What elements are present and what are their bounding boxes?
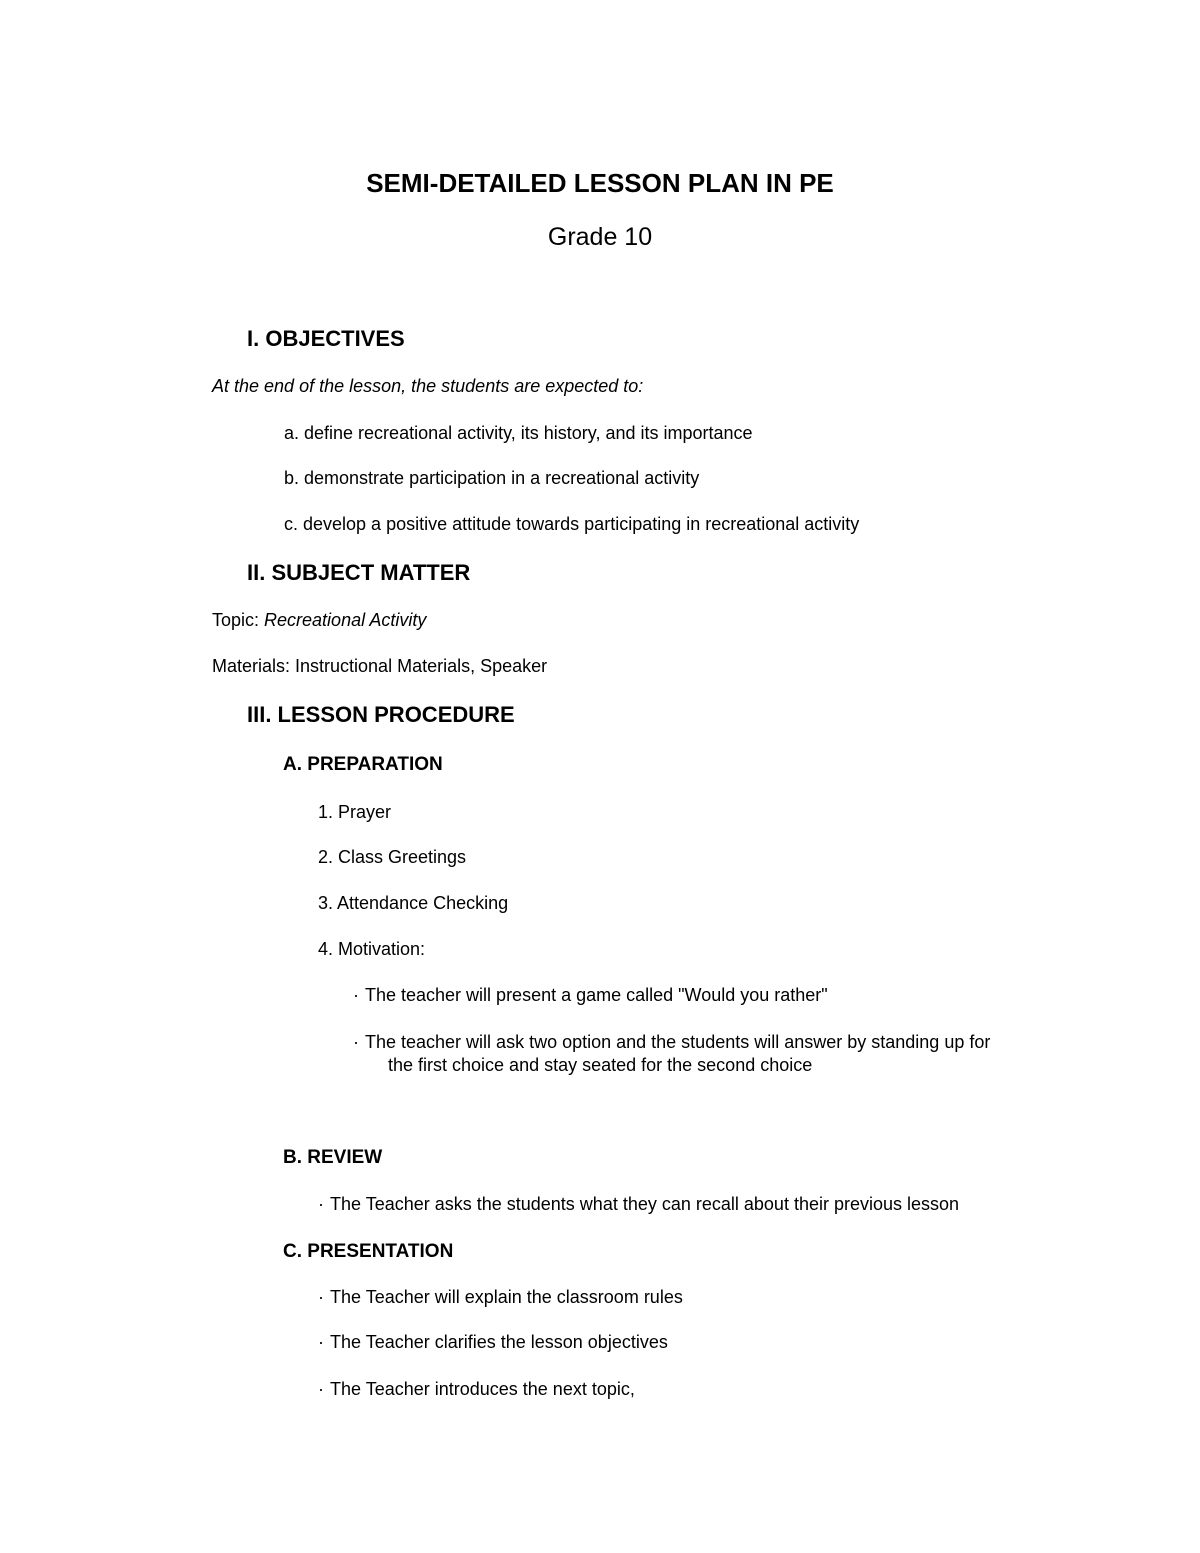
motivation-bullet: · The teacher will ask two option and the students will answer by standing up for [353,1032,991,1052]
objective-item: c. develop a positive attitude towards participating in recreational activity [284,514,860,534]
bullet-icon: · [318,1287,324,1307]
bullet-icon: · [318,1332,324,1352]
subject-matter-heading: II. SUBJECT MATTER [247,560,471,585]
preparation-item: 3. Attendance Checking [318,893,509,913]
preparation-item: 4. Motivation: [318,939,426,959]
objective-item: b. demonstrate participation in a recreational activity [284,468,700,488]
document-title: SEMI-DETAILED LESSON PLAN IN PE [366,168,834,198]
presentation-bullet: · The Teacher will explain the classroom rules [318,1287,683,1307]
preparation-item: 1. Prayer [318,802,392,822]
motivation-bullet-continuation: the first choice and stay seated for the second choice [388,1055,813,1075]
objectives-intro: At the end of the lesson, the students are expected to: [212,376,644,396]
review-bullet: · The Teacher asks the students what they can recall about their previous lesson [318,1194,960,1214]
review-heading: B. REVIEW [283,1147,383,1168]
procedure-heading: III. LESSON PROCEDURE [247,702,515,727]
presentation-bullet: · The Teacher clarifies the lesson objectives [318,1332,668,1352]
topic-line [212,611,426,629]
bullet-icon: · [318,1379,324,1399]
topic-value: Recreational Activity [264,610,427,630]
motivation-bullet: · The teacher will present a game called "Would you rather" [353,985,828,1005]
objective-item: a. define recreational activity, its history, and its importance [284,423,753,443]
preparation-heading: A. PREPARATION [283,754,443,775]
grade-level: Grade 10 [547,223,653,251]
presentation-heading: C. PRESENTATION [283,1241,454,1262]
topic-label: Topic: [212,610,265,630]
objectives-heading: I. OBJECTIVES [247,326,405,351]
presentation-bullet: · The Teacher introduces the next topic, [318,1379,635,1399]
bullet-icon: · [318,1194,324,1214]
materials-line: Materials: Instructional Materials, Speaker [212,656,548,676]
preparation-item: 2. Class Greetings [318,847,467,867]
bullet-icon: · [353,985,359,1005]
bullet-icon: · [353,1032,359,1052]
